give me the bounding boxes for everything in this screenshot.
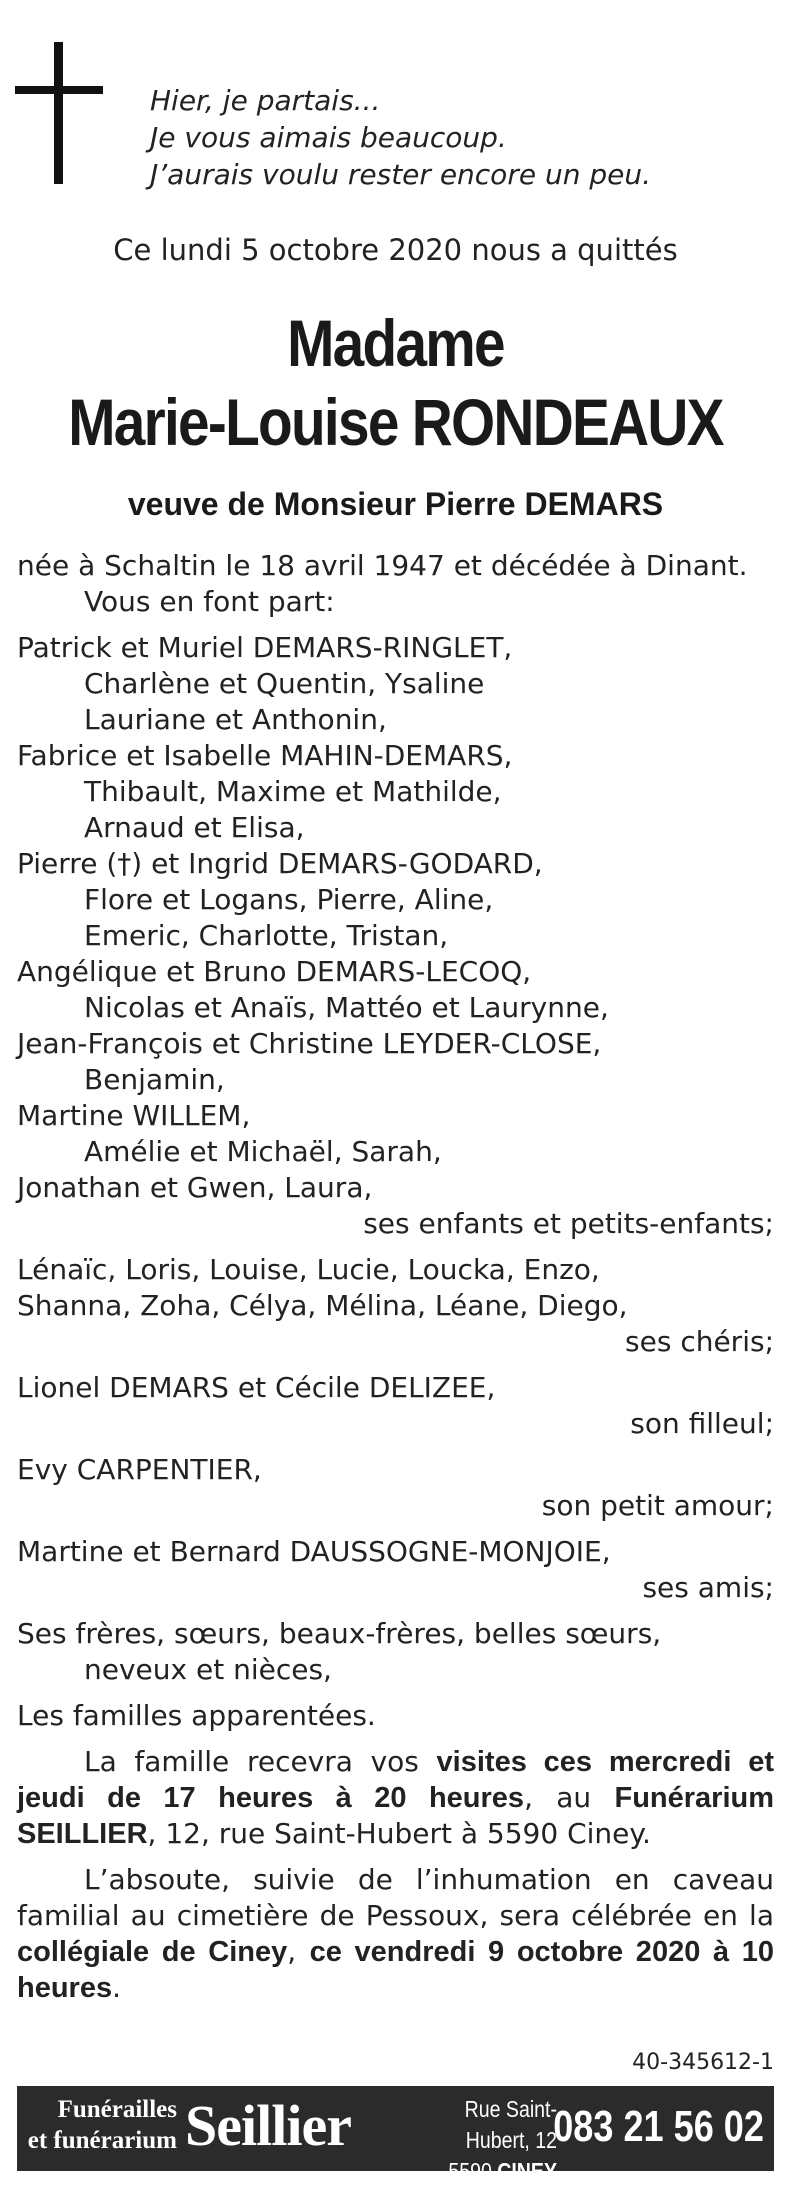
ceremony-time: ce vendredi 9 octobre 2020 à 10 heures [17, 1936, 774, 2004]
amis-line: Martine et Bernard DAUSSOGNE-MONJOIE, [17, 1535, 611, 1568]
relation-label: ses enfants et petits-enfants; [363, 1207, 774, 1240]
poem-line: J’aurais voulu rester encore un peu. [150, 158, 651, 191]
families-line: Les familles apparentées. [17, 1699, 376, 1732]
family-line: Patrick et Muriel DEMARS-RINGLET, [17, 631, 513, 664]
church-name: collégiale de Ciney [17, 1936, 288, 1968]
visit-paragraph: La famille recevra vos visites ces mercredi et jeudi de 17 heures à 20 heures, au Funérarium SEILLIER, 12, rue Saint-Hubert à 5590 Ciney. [17, 1745, 775, 1850]
relation-label: son filleul; [630, 1407, 774, 1440]
family-line: Nicolas et Anaïs, Mattéo et Laurynne, [84, 991, 609, 1024]
family-line: Benjamin, [84, 1063, 225, 1096]
family-line: Flore et Logans, Pierre, Aline, [84, 883, 494, 916]
title-honorific: Madame [287, 306, 504, 380]
birth-line: née à Schaltin le 18 avril 1947 et décédée à Dinant. [17, 549, 748, 582]
poem-line: Hier, je partais... [150, 84, 381, 117]
filleul-line: Lionel DEMARS et Cécile DELIZEE, [17, 1371, 496, 1404]
absoute-paragraph: L’absoute, suivie de l’inhumation en caveau familial au cimetière de Pessoux, sera célébrée en la collégiale de Ciney, ce vendredi 9 octobre 2020 à 10 heures. [17, 1863, 774, 2004]
cheris-line: Lénaïc, Loris, Louise, Lucie, Loucka, Enzo, [17, 1253, 600, 1286]
funeral-home-address: Rue Saint-Hubert, 12 5590 CINEY [448, 2096, 557, 2184]
family-line: Amélie et Michaël, Sarah, [84, 1135, 442, 1168]
family-line: Pierre (†) et Ingrid DEMARS-GODARD, [17, 847, 543, 880]
cheris-line: Shanna, Zoha, Célya, Mélina, Léane, Diego, [17, 1289, 628, 1322]
phone-number: 083 21 56 02 [553, 2102, 764, 2151]
family-line: Charlène et Quentin, Ysaline [84, 667, 485, 700]
announce-line: Vous en font part: [84, 585, 335, 618]
family-line: Jonathan et Gwen, Laura, [17, 1171, 373, 1204]
announcement-body [17, 548, 774, 2006]
petit-amour-line: Evy CARPENTIER, [17, 1453, 262, 1486]
deceased-name: Marie-Louise RONDEAUX [68, 385, 723, 459]
poem [150, 82, 651, 193]
widow-of: veuve de Monsieur Pierre DEMARS [127, 486, 664, 522]
reference-number: 40-345612-1 [632, 2050, 774, 2075]
family-line: Emeric, Charlotte, Tristan, [84, 919, 449, 952]
family-line: Martine WILLEM, [17, 1099, 251, 1132]
visit-times: visites ces mercredi et jeudi de 17 heures à 20 heures [17, 1746, 774, 1814]
relation-label: son petit amour; [541, 1489, 774, 1522]
siblings-line: neveux et nièces, [84, 1653, 332, 1686]
family-line: Thibault, Maxime et Mathilde, [84, 775, 502, 808]
family-line: Fabrice et Isabelle MAHIN-DEMARS, [17, 739, 513, 772]
poem-line: Je vous aimais beaucoup. [150, 121, 507, 154]
banner-tagline: Funérailles et funérarium [27, 2096, 177, 2154]
cross-icon [15, 42, 103, 184]
siblings-line: Ses frères, sœurs, beaux-frères, belles sœurs, [17, 1617, 662, 1650]
relation-label: ses chéris; [625, 1325, 774, 1358]
family-line: Arnaud et Elisa, [84, 811, 305, 844]
funerarium-name: Funérarium SEILLIER [17, 1782, 775, 1850]
family-line: Jean-François et Christine LEYDER-CLOSE, [17, 1027, 602, 1060]
family-line: Lauriane et Anthonin, [84, 703, 387, 736]
funeral-home-logo: Seillier [185, 2093, 351, 2158]
funeral-home-banner [17, 2086, 774, 2184]
death-date-intro: Ce lundi 5 octobre 2020 nous a quittés [113, 233, 678, 267]
family-line: Angélique et Bruno DEMARS-LECOQ, [17, 955, 532, 988]
relation-label: ses amis; [642, 1571, 774, 1604]
